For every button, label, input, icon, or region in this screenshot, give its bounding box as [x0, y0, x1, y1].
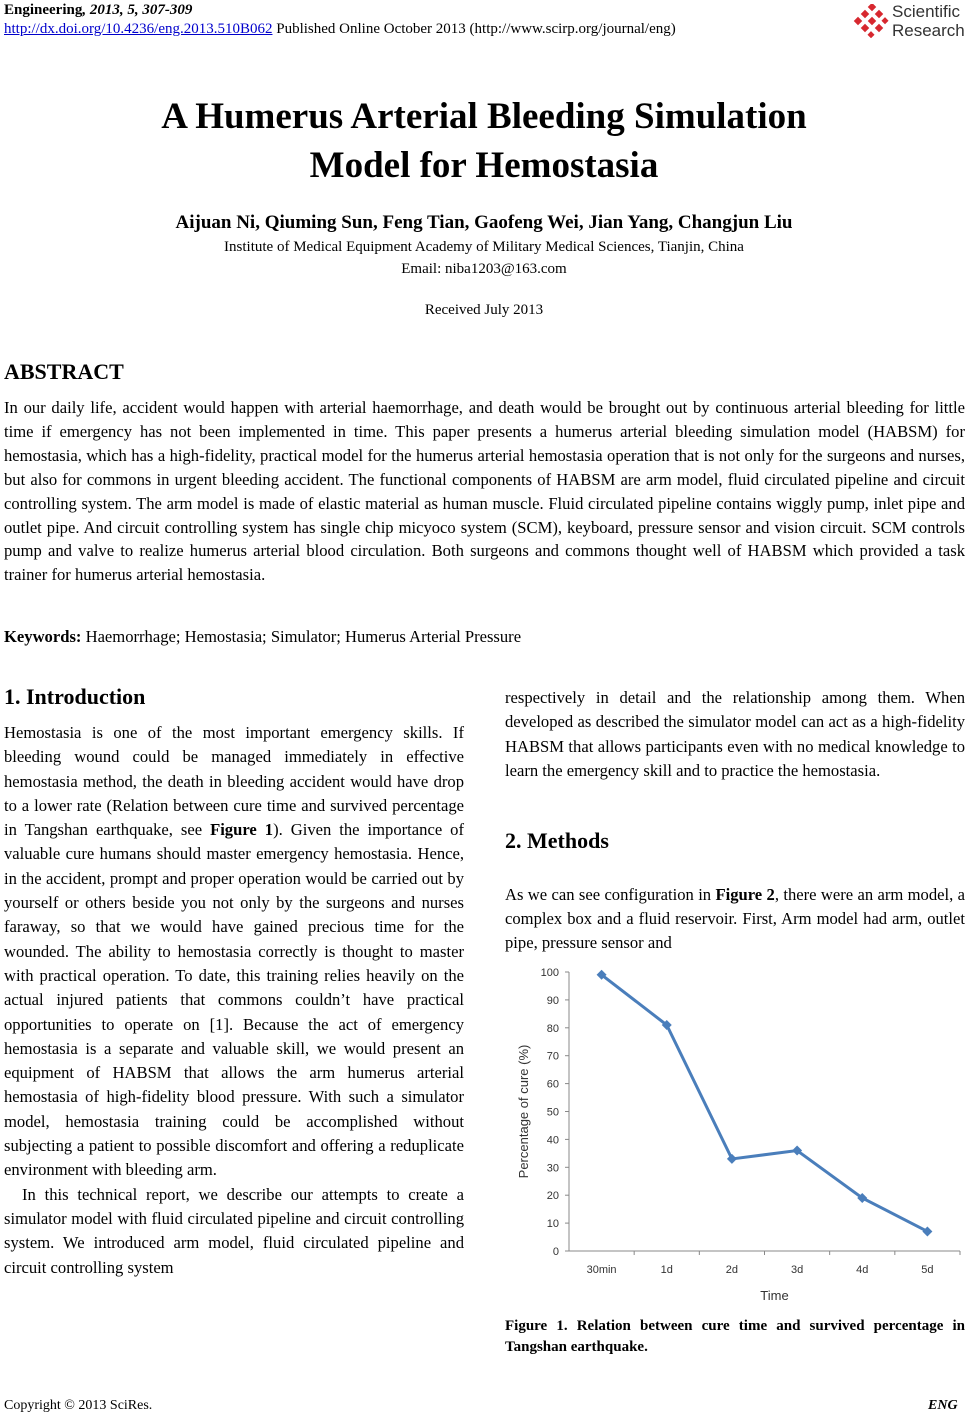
y-tick-label: 30 — [546, 1162, 559, 1175]
y-tick-label: 60 — [546, 1078, 559, 1091]
x-tick-label: 30min — [586, 1264, 617, 1276]
intro-paragraph-1 — [4, 721, 464, 1183]
methods-p1-text-b: , there were an arm model, a complex box and a fluid reservoir. First, Arm model had arm, outlet pipe, pressure sensor and — [505, 884, 965, 953]
y-tick-label: 100 — [540, 967, 559, 979]
x-tick-label: 1d — [660, 1264, 673, 1276]
series-line — [602, 975, 928, 1232]
journal-citation — [4, 2, 192, 19]
figure-2-ref: Figure 2 — [715, 884, 775, 904]
keywords-label: Keywords: — [4, 627, 82, 646]
x-tick-label: 3d — [790, 1264, 804, 1276]
intro-p1-text-b: ). Given the importance of valuable cure humans should master emergency hemostasia. Hence, in the accident, prompt and proper operation would be carried out by yourself or others beside you not only by the surgeons and nurses faraway, so that we would have gained precious time for the wounded. The ability to hemostasia correctly is thought to master with practical operation. To date, this training relies heavily on the actual injured patients that commons couldn’t have practical opportunities to operate on [1]. Because the act of emergency hemostasia is a separate and valuable skill, we would present an equipment of HABSM that allows the arm humerus arterial hemostasia of high-fidelity blood pressure. With such a simulator model, hemostasia training could be accomplished without subjecting a patient to possible discomfort and offering a reduplicate environment with bleeding arm. — [4, 820, 464, 1180]
abstract-text: In our daily life, accident would happen with arterial haemorrhage, and death would be brought out by continuous arterial bleeding for little time if emergency has not been implemented in time. This paper presents a humerus arterial bleeding simulation model (HABSM) for hemostasia, which has a high-fidelity, practical model for the humerus arterial hemostasia operation that is not only for the surgeons and nurses, but also for commons in urgent bleeding accident. The functional components of HABSM are arm model, fluid circulated pipeline and circuit controlling system. The arm model is made of elastic material as human muscle. Fluid circulated pipeline contains wiggly pump, inlet pipe and outlet pipe. And circuit controlling system has single chip micyoco system (SCM), keyboard, pressure sensor and vision circuit. SCM controls pump and valve to realize humerus arterial blood circulation. Both surgeons and commons thought well of HABSM which provided a task trainer for humerus arterial hemostasia. — [4, 398, 965, 585]
figure-1-caption: Figure 1. Relation between cure time and survived percentage in Tangshan earthquake. — [505, 1318, 965, 1355]
journal-abbrev: ENG — [928, 1398, 958, 1413]
y-tick-label: 50 — [546, 1106, 559, 1119]
introduction-body — [4, 721, 464, 1280]
methods-p1-text-a: As we can see configuration in — [505, 884, 716, 904]
cure-time-line-chart — [505, 955, 968, 1315]
section-heading-introduction: 1. Introduction — [4, 684, 146, 709]
y-tick-label: 10 — [546, 1218, 559, 1231]
header-doi-line — [4, 21, 676, 38]
paper-title — [0, 92, 968, 190]
publisher-logo — [852, 2, 968, 42]
x-tick-label: 2d — [725, 1264, 739, 1276]
title-line-2: Model for Hemostasia — [309, 145, 659, 186]
email: Email: niba1203@163.com — [401, 261, 567, 277]
logo-line-1: Scientific — [892, 2, 961, 21]
y-axis-label: Percentage of cure (%) — [516, 1044, 531, 1179]
right-column-paragraph — [505, 686, 965, 783]
doi-link[interactable]: http://dx.doi.org/10.4236/eng.2013.510B062 — [4, 21, 273, 37]
copyright: Copyright © 2013 SciRes. — [4, 1398, 153, 1413]
journal-name: Engineering — [4, 2, 83, 18]
title-line-1: A Humerus Arterial Bleeding Simulation — [161, 96, 807, 137]
section-heading-methods: 2. Methods — [505, 828, 609, 853]
y-tick-label: 40 — [546, 1134, 559, 1147]
y-tick-label: 80 — [546, 1022, 559, 1035]
intro-paragraph-2: In this technical report, we describe our attempts to create a simulator model with fluid circulated pipeline and circuit controlling system. We introduced arm model, fluid circulated pipeline and circuit controlling system — [4, 1184, 464, 1277]
journal-volume: , 2013, 5, 307-309 — [82, 2, 193, 18]
received-date: Received July 2013 — [424, 302, 544, 318]
data-point — [922, 1226, 932, 1236]
intro-paragraph-continued: respectively in detail and the relationship among them. When developed as described the simulator model can act as a high-fidelity HABSM that allows participants even with no medical knowledge to learn the emergency skill and to practice the hemostasia. — [505, 688, 965, 780]
authors: Aijuan Ni, Qiuming Sun, Feng Tian, Gaofeng Wei, Jian Yang, Changjun Liu — [175, 212, 793, 233]
logo-mark-icon — [852, 4, 890, 38]
logo-text — [892, 2, 965, 40]
figure-1-ref: Figure 1 — [210, 820, 274, 840]
y-tick-label: 90 — [546, 994, 559, 1007]
y-tick-label: 20 — [546, 1190, 559, 1203]
keywords-list: Haemorrhage; Hemostasia; Simulator; Humerus Arterial Pressure — [81, 627, 522, 646]
x-axis-label: Time — [760, 1288, 789, 1303]
methods-paragraph-1 — [505, 883, 965, 956]
data-point — [727, 1154, 737, 1164]
y-tick-label: 70 — [546, 1050, 559, 1063]
logo-line-2: Research — [892, 21, 965, 40]
x-tick-label: 4d — [856, 1264, 869, 1276]
abstract-heading: ABSTRACT — [4, 359, 124, 384]
figure-1-chart — [505, 955, 968, 1315]
y-tick-label: 0 — [552, 1246, 559, 1258]
affiliation: Institute of Medical Equipment Academy of Military Medical Sciences, Tianjin, China — [224, 239, 744, 255]
intro-p1-text-a: Hemostasia is one of the most important emergency skills. If bleeding wound could be managed immediately in effective hemostasia method, the death in bleeding accident would have drop to a lower rate (Relation between cure time and survived percentage in Tangshan earthquake, see — [4, 723, 464, 840]
keywords — [4, 627, 521, 647]
published-note: Published Online October 2013 (http://www.scirp.org/journal/eng) — [272, 21, 676, 37]
x-tick-label: 5d — [921, 1264, 934, 1276]
